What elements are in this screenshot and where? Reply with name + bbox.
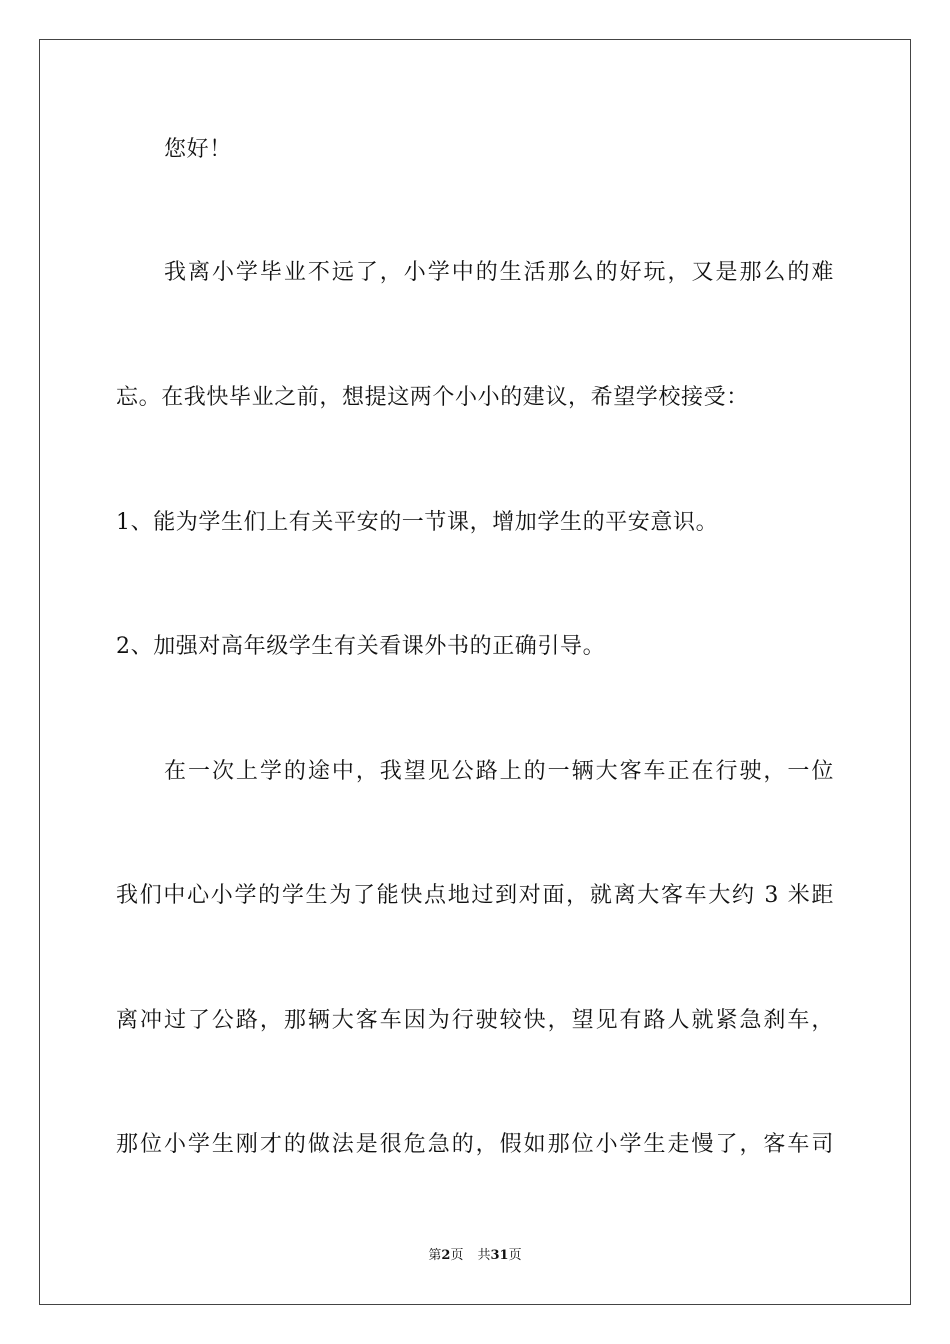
page-prefix: 第 [428, 1248, 442, 1263]
page-footer [0, 1247, 950, 1265]
list-item: 1、能为学生们上有关平安的一节课，增加学生的平安意识。 [116, 510, 719, 535]
list-item: 2、加强对高年级学生有关看课外书的正确引导。 [116, 634, 606, 659]
paragraph-line: 离冲过了公路，那辆大客车因为行驶较快，望见有路人就紧急刹车， [116, 1008, 834, 1033]
salutation: 您好！ [164, 137, 232, 162]
paragraph-line: 我离小学毕业不远了，小学中的生活那么的好玩，又是那么的难 [164, 260, 834, 285]
total-suffix: 页 [508, 1248, 522, 1263]
page-border [39, 39, 911, 1305]
paragraph-line: 忘。在我快毕业之前，想提这两个小小的建议，希望学校接受： [116, 385, 749, 410]
paragraph-line: 我们中心小学的学生为了能快点地过到对面，就离大客车大约 3 米距 [116, 883, 834, 908]
paragraph-line: 那位小学生刚才的做法是很危急的，假如那位小学生走慢了，客车司 [116, 1132, 834, 1157]
total-pages: 31 [490, 1248, 509, 1263]
paragraph-line: 在一次上学的途中，我望见公路上的一辆大客车正在行驶，一位 [164, 759, 834, 784]
total-prefix: 共 [477, 1248, 491, 1263]
page-number: 2 [441, 1248, 451, 1263]
page-suffix: 页 [450, 1248, 464, 1263]
